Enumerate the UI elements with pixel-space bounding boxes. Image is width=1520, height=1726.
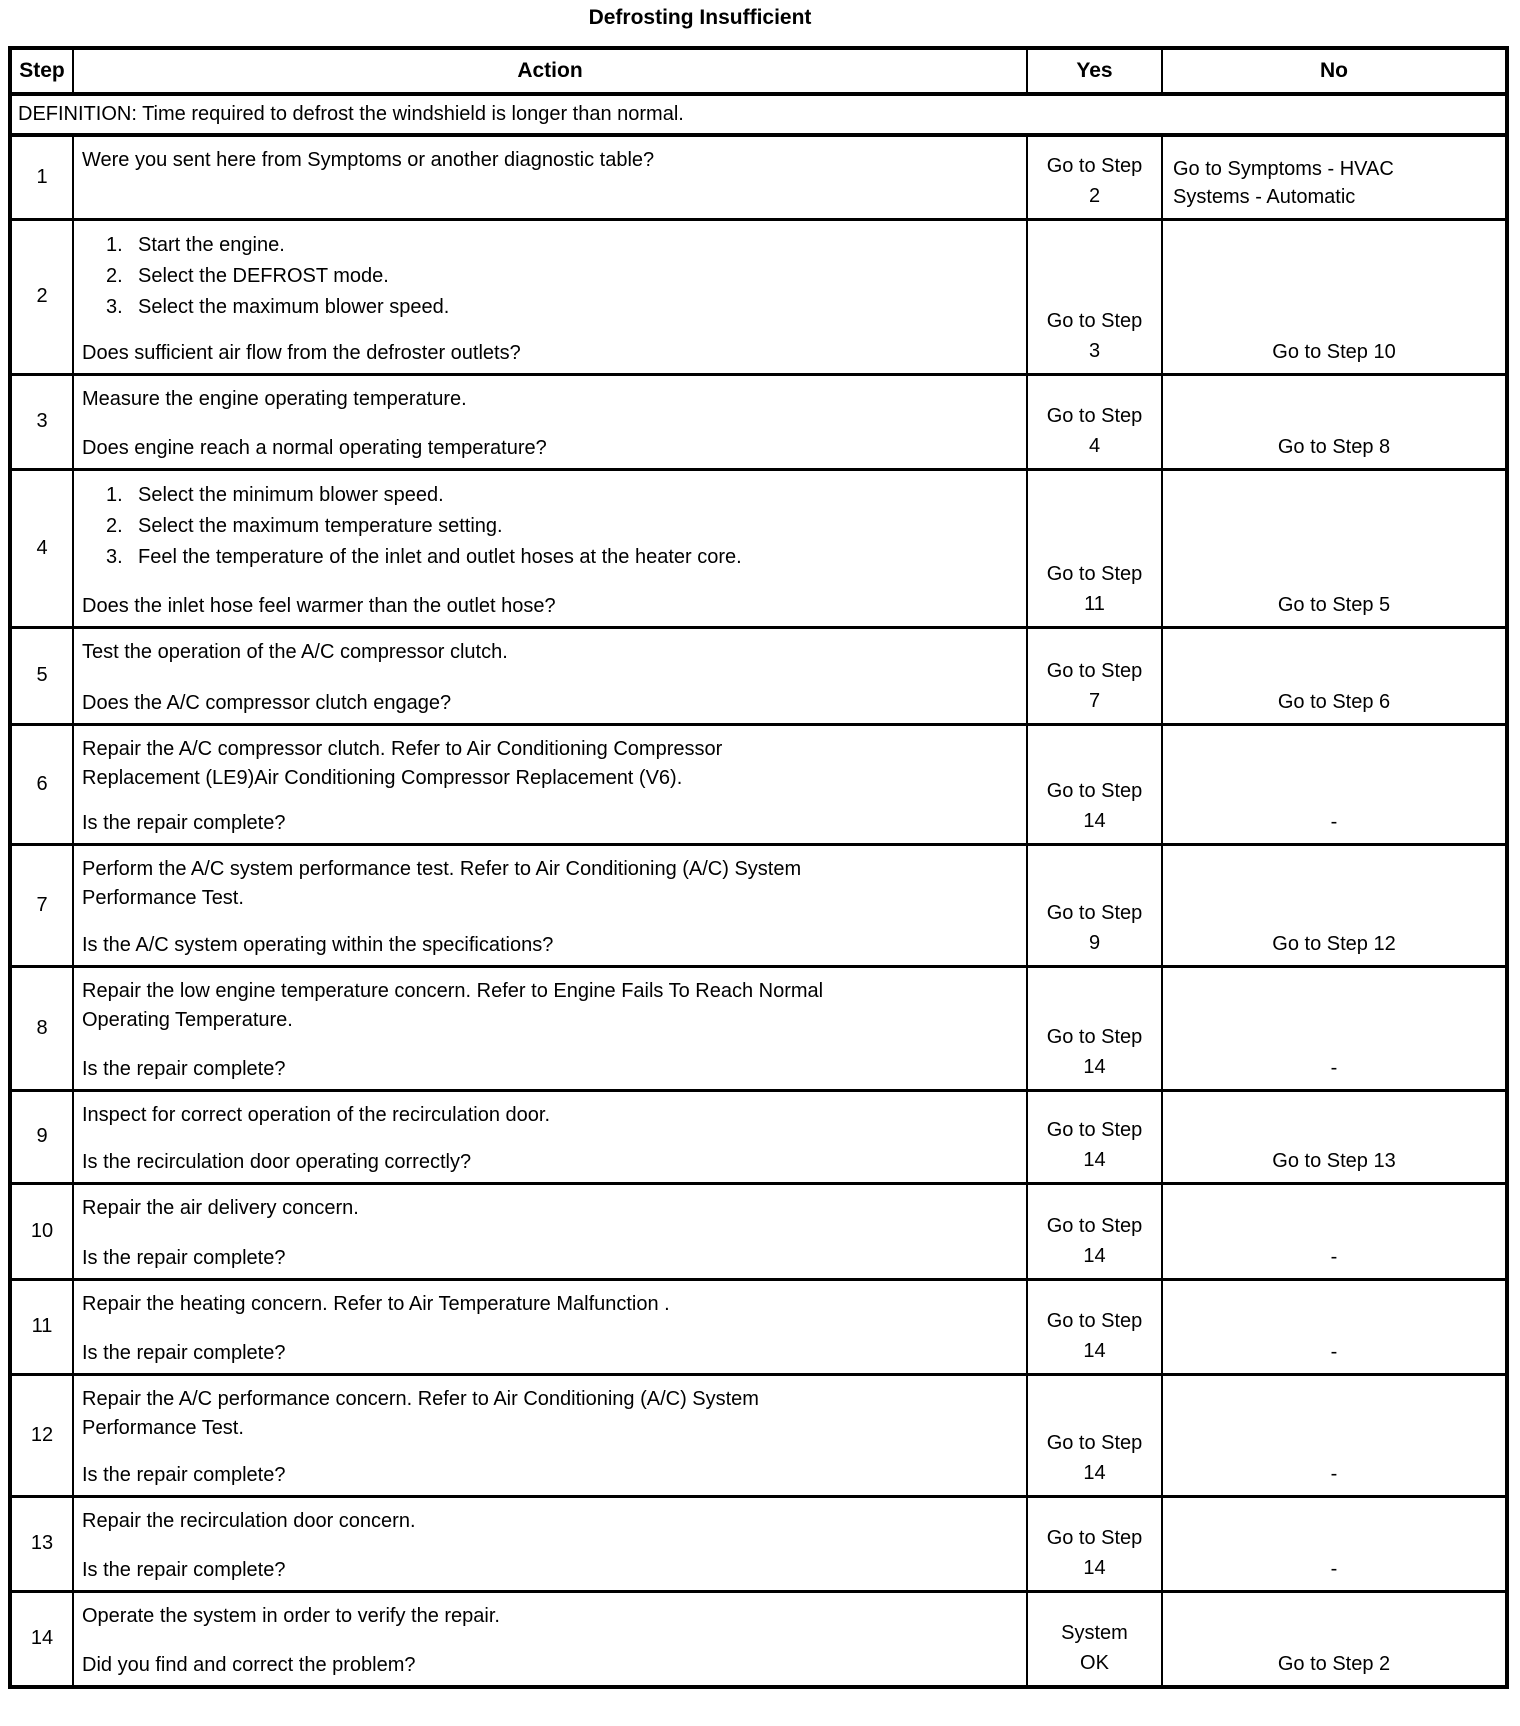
yes-line: Go to Step: [1046, 404, 1143, 427]
yes-cell: [1027, 1183, 1162, 1279]
action-cell: [73, 1374, 1027, 1496]
table-row: [10, 135, 1507, 219]
list-item-text: Select the maximum blower speed.: [138, 295, 450, 318]
table-row: [10, 844, 1507, 966]
list-item-number: 1.: [106, 233, 123, 256]
table-row: [10, 469, 1507, 627]
step-number-cell: 8: [10, 966, 73, 1090]
action-question: Does sufficient air flow from the defroster outlets?: [82, 341, 521, 364]
yes-line: Go to Step: [1046, 1526, 1143, 1549]
action-list-item: [106, 261, 1016, 291]
yes-cell: [1027, 1591, 1162, 1687]
action-question: Is the repair complete?: [82, 811, 286, 834]
yes-cell: [1027, 724, 1162, 844]
no-cell: [1162, 1591, 1507, 1687]
yes-line: Go to Step: [1046, 309, 1143, 332]
action-text-line: Repair the recirculation door concern.: [82, 1509, 416, 1532]
no-cell: [1162, 1374, 1507, 1496]
step-number-cell: 11: [10, 1279, 73, 1374]
yes-line: 14: [1083, 1244, 1106, 1267]
no-cell: [1162, 219, 1507, 374]
action-cell: [73, 469, 1027, 627]
step-number-cell: 10: [10, 1183, 73, 1279]
yes-cell: [1027, 966, 1162, 1090]
list-item-number: 1.: [106, 483, 123, 506]
action-cell: [73, 219, 1027, 374]
yes-line: System: [1061, 1622, 1128, 1644]
step-number-cell: 2: [10, 219, 73, 374]
action-text-line: Repair the heating concern. Refer to Air Temperature Malfunction .: [82, 1292, 670, 1315]
yes-line: OK: [1080, 1652, 1109, 1674]
action-text-line: Test the operation of the A/C compressor clutch.: [82, 640, 508, 663]
action-cell: [73, 966, 1027, 1090]
no-line: -: [1330, 1056, 1338, 1079]
yes-line: Go to Step: [1046, 562, 1143, 585]
diagnostic-table: [8, 46, 1509, 1689]
table-row: [10, 219, 1507, 374]
no-line: Go to Step 8: [1277, 435, 1391, 458]
yes-line: Go to Step: [1046, 1309, 1143, 1332]
action-question: Does engine reach a normal operating temperature?: [82, 436, 547, 459]
yes-line: 4: [1088, 434, 1101, 457]
step-number-cell: 9: [10, 1090, 73, 1183]
action-list-item: [106, 511, 1016, 541]
page-title: Defrosting Insufficient: [588, 6, 812, 29]
action-cell: [73, 1279, 1027, 1374]
list-item-text: Select the DEFROST mode.: [138, 264, 389, 287]
list-item-text: Feel the temperature of the inlet and outlet hoses at the heater core.: [138, 545, 742, 568]
action-text-line: Operate the system in order to verify the repair.: [82, 1604, 500, 1627]
action-text-line: Repair the air delivery concern.: [82, 1196, 359, 1219]
no-line: Go to Step 12: [1272, 932, 1396, 955]
yes-cell: [1027, 135, 1162, 219]
definition-row: [10, 94, 1507, 135]
list-item-number: 2.: [106, 264, 123, 287]
no-line: Go to Step 10: [1272, 340, 1396, 363]
action-text-line: Measure the engine operating temperature.: [82, 387, 467, 410]
action-cell: [73, 1183, 1027, 1279]
yes-line: Go to Step: [1046, 901, 1143, 924]
no-line: -: [1330, 1340, 1338, 1363]
no-line: Systems - Automatic: [1173, 185, 1356, 208]
yes-cell: [1027, 1496, 1162, 1591]
action-cell: [73, 135, 1027, 219]
action-cell: [73, 844, 1027, 966]
yes-cell: [1027, 627, 1162, 724]
yes-line: 2: [1088, 184, 1101, 207]
table-row: [10, 1090, 1507, 1183]
yes-line: 3: [1088, 339, 1101, 362]
table-row: [10, 374, 1507, 469]
step-number-cell: 7: [10, 844, 73, 966]
table-row: [10, 1279, 1507, 1374]
yes-line: 14: [1083, 1055, 1106, 1078]
list-item-number: 3.: [106, 545, 123, 568]
list-item-text: Start the engine.: [138, 233, 285, 256]
no-cell: [1162, 1496, 1507, 1591]
yes-line: 14: [1083, 1339, 1106, 1362]
no-cell: [1162, 1279, 1507, 1374]
action-question: Is the repair complete?: [82, 1057, 286, 1080]
action-list-item: [106, 292, 1016, 322]
yes-cell: [1027, 374, 1162, 469]
no-line: -: [1330, 1462, 1338, 1485]
yes-line: Go to Step: [1046, 1118, 1143, 1141]
yes-cell: [1027, 219, 1162, 374]
action-question: Does the inlet hose feel warmer than the outlet hose?: [82, 594, 556, 617]
yes-line: 14: [1083, 1556, 1106, 1579]
yes-cell: [1027, 844, 1162, 966]
list-item-text: Select the maximum temperature setting.: [138, 514, 503, 537]
step-number-cell: 5: [10, 627, 73, 724]
no-line: Go to Symptoms - HVAC: [1173, 157, 1394, 180]
no-cell: [1162, 966, 1507, 1090]
table-row: [10, 966, 1507, 1090]
header-row: [10, 48, 1507, 94]
action-text-line: Performance Test.: [82, 1416, 244, 1439]
table-row: [10, 724, 1507, 844]
list-item-number: 3.: [106, 295, 123, 318]
action-question: Is the repair complete?: [82, 1558, 286, 1581]
action-text-line: Performance Test.: [82, 886, 244, 909]
no-cell: [1162, 627, 1507, 724]
table-row: [10, 1591, 1507, 1687]
action-cell: [73, 1090, 1027, 1183]
step-number-cell: 3: [10, 374, 73, 469]
yes-line: 14: [1083, 1461, 1106, 1484]
yes-line: Go to Step: [1046, 1214, 1143, 1237]
action-text-line: Repair the A/C compressor clutch. Refer to Air Conditioning Compressor: [82, 737, 723, 760]
action-text-line: Repair the low engine temperature concern. Refer to Engine Fails To Reach Normal: [82, 979, 824, 1002]
yes-line: Go to Step: [1046, 1025, 1143, 1048]
yes-line: 14: [1083, 809, 1106, 832]
yes-line: Go to Step: [1046, 659, 1143, 682]
action-cell: [73, 374, 1027, 469]
no-cell: [1162, 374, 1507, 469]
table-body: [10, 48, 1507, 1687]
action-list-item: [106, 480, 1016, 510]
header-step: Step: [10, 48, 73, 94]
yes-cell: [1027, 1279, 1162, 1374]
action-text-line: Replacement (LE9)Air Conditioning Compressor Replacement (V6).: [82, 766, 683, 789]
no-line: Go to Step 13: [1272, 1149, 1396, 1172]
header-action: Action: [73, 48, 1027, 94]
yes-line: 11: [1084, 592, 1105, 615]
action-cell: [73, 1591, 1027, 1687]
no-cell: [1162, 1090, 1507, 1183]
no-line: -: [1330, 1557, 1338, 1580]
step-number-cell: 4: [10, 469, 73, 627]
yes-cell: [1027, 469, 1162, 627]
action-text-line: Perform the A/C system performance test. Refer to Air Conditioning (A/C) System: [82, 857, 802, 880]
no-line: Go to Step 6: [1277, 690, 1391, 713]
action-cell: [73, 627, 1027, 724]
action-question: Did you find and correct the problem?: [82, 1654, 416, 1676]
step-number-cell: 12: [10, 1374, 73, 1496]
list-item-number: 2.: [106, 514, 123, 537]
step-number-cell: 1: [10, 135, 73, 219]
yes-line: Go to Step: [1046, 779, 1143, 802]
action-cell: [73, 724, 1027, 844]
header-yes: Yes: [1027, 48, 1162, 94]
action-text-line: Inspect for correct operation of the recirculation door.: [82, 1103, 551, 1126]
no-line: Go to Step 2: [1277, 1653, 1391, 1675]
no-cell: [1162, 135, 1507, 219]
yes-line: 14: [1083, 1148, 1106, 1171]
action-question: Is the recirculation door operating correctly?: [82, 1150, 472, 1173]
action-question: Is the repair complete?: [82, 1341, 286, 1364]
step-number-cell: 14: [10, 1591, 73, 1687]
no-line: Go to Step 5: [1277, 593, 1391, 616]
no-line: -: [1330, 810, 1338, 833]
action-question: Is the repair complete?: [82, 1463, 286, 1486]
table-row: [10, 627, 1507, 724]
table-row: [10, 1374, 1507, 1496]
action-text-line: Repair the A/C performance concern. Refer to Air Conditioning (A/C) System: [82, 1387, 759, 1410]
no-cell: [1162, 844, 1507, 966]
no-cell: [1162, 469, 1507, 627]
action-question: Is the A/C system operating within the specifications?: [82, 933, 554, 956]
action-list-item: [106, 542, 1016, 572]
definition-cell: DEFINITION: Time required to defrost the windshield is longer than normal.: [10, 94, 1507, 135]
yes-line: Go to Step: [1046, 1431, 1143, 1454]
step-number-cell: 6: [10, 724, 73, 844]
yes-line: Go to Step: [1046, 154, 1143, 177]
no-cell: [1162, 1183, 1507, 1279]
yes-cell: [1027, 1090, 1162, 1183]
action-text-line: Operating Temperature.: [82, 1008, 293, 1031]
table-row: [10, 1183, 1507, 1279]
yes-line: 7: [1088, 689, 1101, 712]
step-number-cell: 13: [10, 1496, 73, 1591]
header-no: No: [1162, 48, 1507, 94]
table-row: [10, 1496, 1507, 1591]
action-text-line: Were you sent here from Symptoms or another diagnostic table?: [82, 149, 655, 171]
yes-line: 9: [1088, 931, 1101, 954]
action-question: Is the repair complete?: [82, 1246, 286, 1269]
yes-cell: [1027, 1374, 1162, 1496]
action-question: Does the A/C compressor clutch engage?: [82, 691, 452, 714]
list-item-text: Select the minimum blower speed.: [138, 483, 444, 506]
no-cell: [1162, 724, 1507, 844]
no-line: -: [1330, 1245, 1338, 1268]
action-list-item: [106, 230, 1016, 260]
action-cell: [73, 1496, 1027, 1591]
